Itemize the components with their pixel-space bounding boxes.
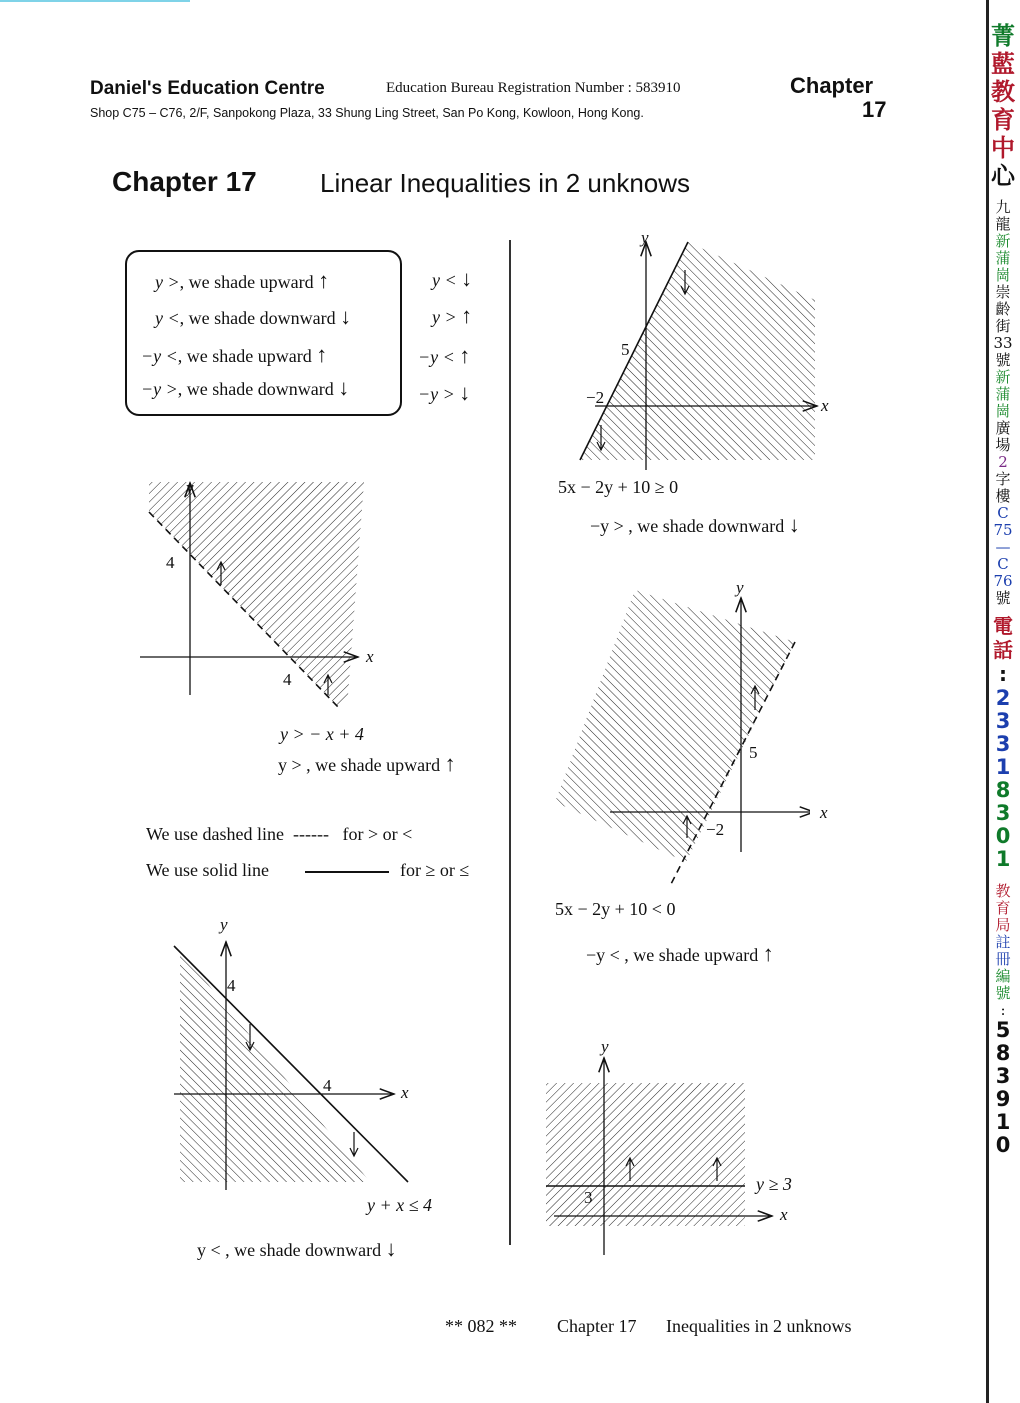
sidebar-char: 藍 — [991, 50, 1015, 78]
address-char: 崗 — [995, 266, 1011, 284]
address-char: — — [995, 538, 1011, 556]
y-intercept-label: 5 — [749, 743, 758, 762]
sidebar-char: 教 — [991, 78, 1015, 106]
rule-row: y <, we shade downward ↓ — [155, 304, 352, 329]
sidebar-char: 育 — [991, 106, 1015, 134]
graph2-equation: y + x ≤ 4 — [367, 1195, 433, 1215]
phone-digit: 0 — [995, 824, 1011, 848]
up-arrow-icon: ↑ — [461, 303, 473, 328]
address-char: 76 — [993, 572, 1013, 590]
x-axis-label: x — [780, 1205, 788, 1224]
address-char: 新 — [995, 232, 1011, 250]
x-intercept-label: −2 — [586, 388, 605, 407]
graph-y-greater-neg-x-plus-4 — [130, 470, 380, 715]
x-axis-label: x — [821, 396, 829, 415]
graph2-note: y < , we shade downward ↓ — [197, 1236, 397, 1261]
address-char: 蒲 — [995, 385, 1011, 403]
graph3-note: −y > , we shade downward ↓ — [590, 512, 800, 537]
graph-y-ge-3 — [540, 1040, 780, 1260]
address-char: 33 — [993, 334, 1013, 352]
phone-label-char: 話 — [993, 638, 1013, 662]
footer-topic: Inequalities in 2 unknows — [666, 1316, 852, 1336]
rule-row: −y <, we shade upward ↑ — [141, 342, 328, 367]
down-arrow-icon: ↓ — [459, 380, 471, 405]
up-arrow-icon: ↑ — [459, 343, 471, 368]
registration-number: Education Bureau Registration Number : 583910 — [386, 80, 681, 96]
header-chapter-word: Chapter — [790, 73, 874, 98]
graph4-equation: 5x − 2y + 10 < 0 — [555, 899, 676, 919]
reg-digit: 0 — [995, 1133, 1011, 1157]
address-char: 75 — [993, 521, 1013, 539]
column-divider — [509, 240, 511, 1245]
y-axis-label: y — [186, 478, 194, 497]
side-rule: y > ↑ — [432, 303, 473, 328]
page-number: ** 082 ** — [445, 1316, 517, 1336]
phone-label-char: : — [999, 662, 1007, 686]
reg-digit: 1 — [995, 1110, 1011, 1134]
y-intercept-label: 3 — [584, 1188, 593, 1207]
y-axis-label: y — [736, 578, 744, 597]
header-chapter-number: 17 — [862, 97, 887, 122]
graph1-equation: y > − x + 4 — [280, 724, 364, 744]
address-char: 號 — [995, 351, 1011, 369]
address-char: 場 — [995, 436, 1011, 454]
x-axis-label: x — [366, 647, 374, 666]
x-intercept-label: −2 — [706, 820, 725, 839]
side-rule: y < ↓ — [432, 266, 473, 291]
reg-digit: 3 — [995, 1064, 1011, 1088]
down-arrow-icon: ↓ — [461, 266, 473, 291]
sidebar-char: 中 — [991, 134, 1015, 162]
reg-label-char: : — [1000, 1001, 1006, 1019]
graph-5x-2y-10-ge-0 — [565, 230, 845, 470]
reg-label-char: 教 — [995, 882, 1011, 900]
solid-line-rule-for: for ≥ or ≤ — [400, 860, 470, 880]
address-char: 街 — [995, 317, 1011, 335]
sidebar-char: 心 — [991, 162, 1015, 190]
rule-row: −y >, we shade downward ↓ — [141, 375, 350, 400]
up-arrow-icon: ↑ — [316, 342, 328, 367]
up-arrow-icon: ↑ — [762, 941, 774, 966]
address-char: 字 — [995, 470, 1011, 488]
address-char: 齡 — [995, 300, 1011, 318]
reg-label-char: 冊 — [995, 950, 1011, 968]
graph1-note: y > , we shade upward ↑ — [278, 751, 456, 776]
reg-label-char: 育 — [995, 899, 1011, 917]
y-axis-label: y — [601, 1037, 609, 1056]
x-intercept-label: 4 — [323, 1076, 332, 1095]
side-rule: −y < ↑ — [418, 343, 471, 368]
footer-chapter: Chapter 17 — [557, 1316, 637, 1336]
x-axis-label: x — [820, 803, 828, 822]
y-intercept-label: 4 — [166, 553, 175, 572]
rule-row: y >, we shade upward ↑ — [155, 268, 330, 293]
reg-label-char: 號 — [995, 984, 1011, 1002]
sidebar-border — [986, 0, 989, 1403]
address-char: 九 — [995, 198, 1011, 216]
centre-name: Daniel's Education Centre — [90, 78, 325, 99]
top-accent-line — [0, 0, 190, 2]
centre-sidebar — [990, 24, 1016, 1158]
address-char: C — [997, 555, 1009, 573]
reg-digit: 5 — [995, 1018, 1011, 1042]
down-arrow-icon: ↓ — [338, 375, 350, 400]
phone-digit: 3 — [995, 709, 1011, 733]
y-axis-label: y — [641, 228, 649, 247]
phone-label-char: 電 — [993, 614, 1013, 638]
x-intercept-label: 4 — [283, 670, 292, 689]
graph-y-plus-x-le-4 — [170, 930, 420, 1190]
down-arrow-icon: ↓ — [385, 1236, 397, 1261]
reg-label-char: 局 — [995, 916, 1011, 934]
chapter-label: Chapter 17 — [112, 166, 257, 197]
address-char: 2 — [998, 453, 1008, 471]
side-rule: −y > ↓ — [418, 380, 471, 405]
address-char: 廣 — [995, 419, 1011, 437]
address-char: 號 — [995, 589, 1011, 607]
down-arrow-icon: ↓ — [340, 304, 352, 329]
graph5-equation: y ≥ 3 — [756, 1174, 792, 1194]
dashed-line-rule: We use dashed line ------ for > or < — [146, 824, 413, 844]
up-arrow-icon: ↑ — [318, 268, 330, 293]
phone-digit: 3 — [995, 732, 1011, 756]
graph4-note: −y < , we shade upward ↑ — [586, 941, 774, 966]
address-char: 樓 — [995, 487, 1011, 505]
down-arrow-icon: ↓ — [788, 512, 800, 537]
reg-label-char: 編 — [995, 967, 1011, 985]
phone-digit: 3 — [995, 801, 1011, 825]
up-arrow-icon: ↑ — [444, 751, 456, 776]
phone-digit: 1 — [995, 847, 1011, 871]
chapter-topic: Linear Inequalities in 2 unknows — [320, 168, 691, 198]
address-char: 崗 — [995, 402, 1011, 420]
phone-digit: 8 — [995, 778, 1011, 802]
y-intercept-label: 5 — [621, 340, 630, 359]
y-axis-label: y — [220, 915, 228, 934]
graph3-equation: 5x − 2y + 10 ≥ 0 — [558, 477, 679, 497]
x-axis-label: x — [401, 1083, 409, 1102]
phone-digit: 2 — [995, 686, 1011, 710]
phone-digit: 1 — [995, 755, 1011, 779]
address-char: 龍 — [995, 215, 1011, 233]
graph-5x-2y-10-lt-0 — [550, 580, 810, 890]
y-intercept-label: 4 — [227, 976, 236, 995]
reg-label-char: 註 — [995, 933, 1011, 951]
solid-line-rule: We use solid line — [146, 860, 270, 880]
solid-line-sample — [305, 871, 389, 873]
address-char: 崇 — [995, 283, 1011, 301]
address-char: 蒲 — [995, 249, 1011, 267]
sidebar-char: 菁 — [991, 22, 1015, 50]
reg-digit: 8 — [995, 1041, 1011, 1065]
address-char: 新 — [995, 368, 1011, 386]
address-char: C — [997, 504, 1009, 522]
reg-digit: 9 — [995, 1087, 1011, 1111]
centre-address: Shop C75 – C76, 2/F, Sanpokong Plaza, 33 Shung Ling Street, San Po Kong, Kowloon, Hong Kong. — [90, 106, 644, 120]
